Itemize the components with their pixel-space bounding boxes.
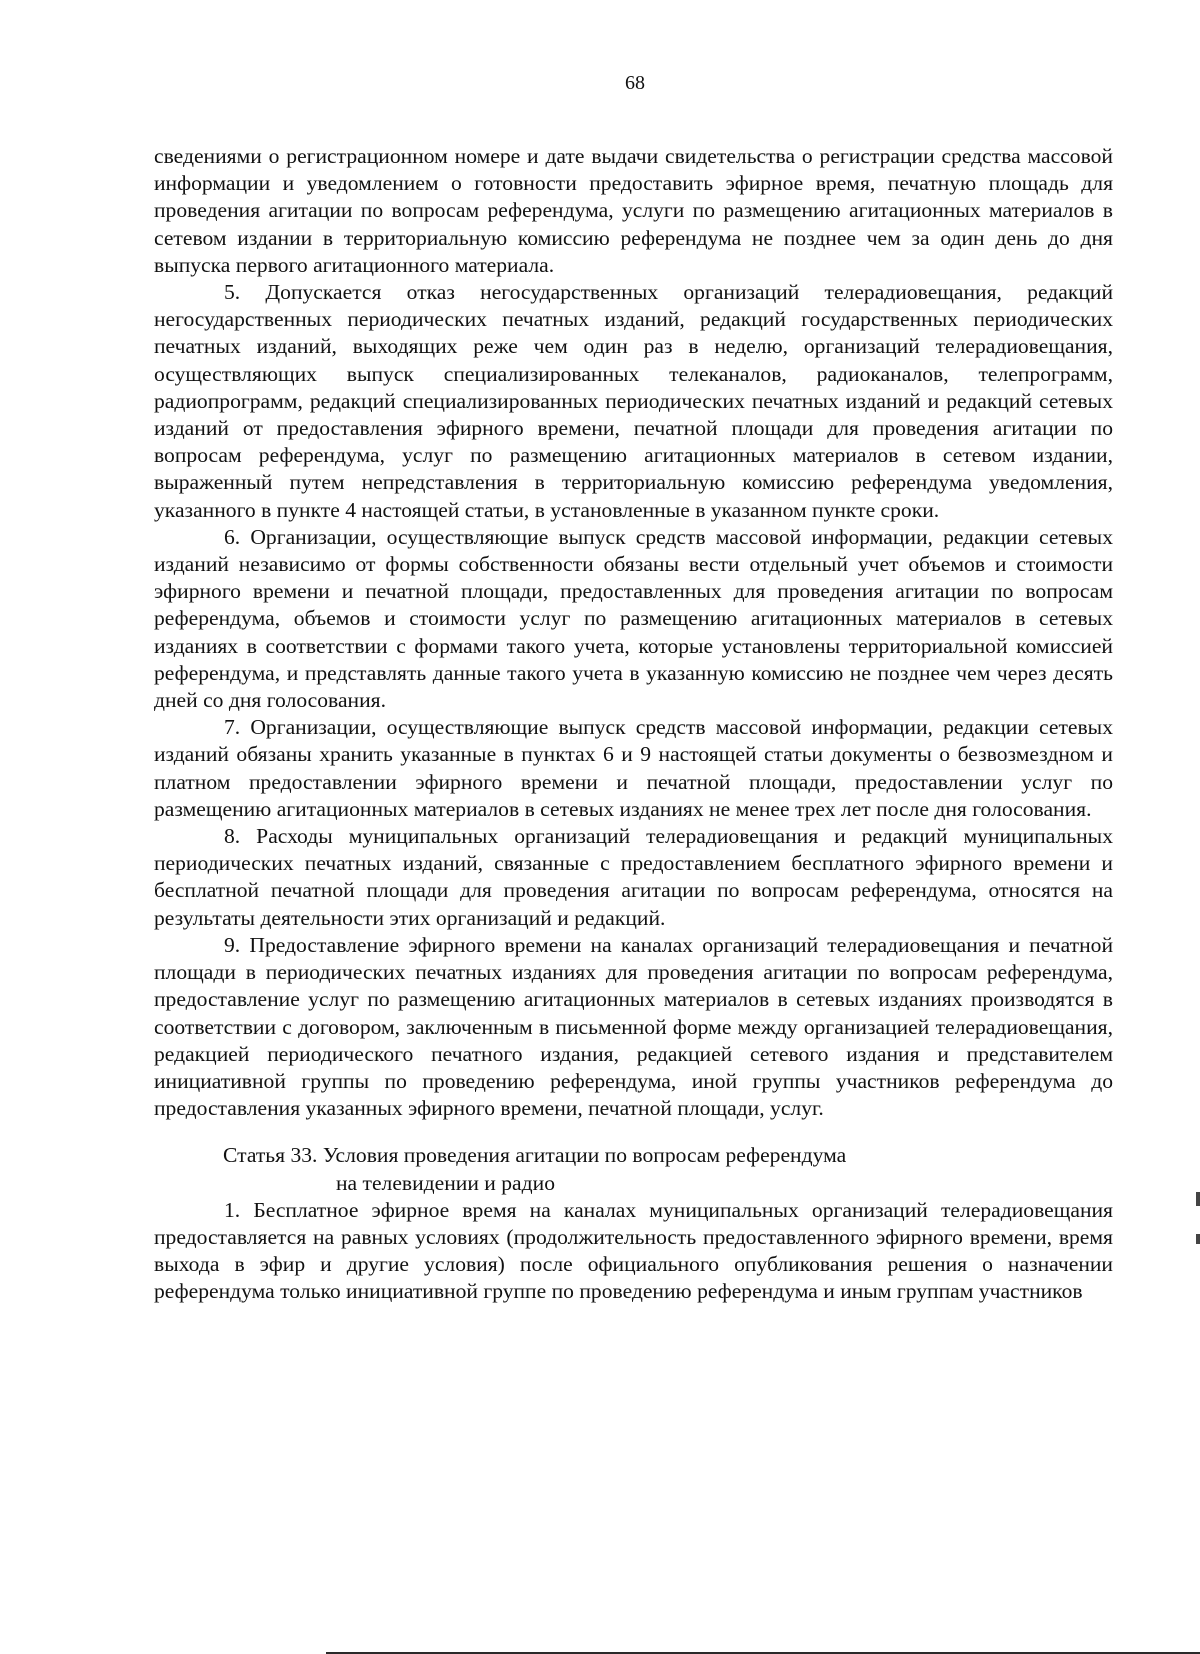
document-body bbox=[154, 143, 1113, 1306]
article-heading-line1: Статья 33. Условия проведения агитации по вопросам референдума bbox=[223, 1143, 847, 1168]
article-heading bbox=[154, 1142, 1113, 1196]
article-heading-line2: на телевидении и радио bbox=[336, 1170, 555, 1195]
article-33-paragraph-1: 1. Бесплатное эфирное время на каналах муниципальных организаций телерадиовещания предоставляется на равных условиях (продолжительность предоставленного эфирного времени, время выхода в эфир и другие условия) после официального опубликования решения о назначении референдума только инициативной группе по проведению референдума и иным группам участников bbox=[154, 1197, 1113, 1304]
paragraph-8: 8. Расходы муниципальных организаций телерадиовещания и редакций муниципальных периодических печатных изданий, связанные с предоставлением бесплатного эфирного времени и бесплатной печатной площади для проведения агитации по вопросам референдума, относятся на результаты деятельности этих организаций и редакций. bbox=[154, 824, 1113, 930]
paragraph-7: 7. Организации, осуществляющие выпуск средств массовой информации, редакции сетевых изданий обязаны хранить указанные в пунктах 6 и 9 настоящей статьи документы о безвозмездном и платном предоставлении эфирного времени и печатной площади, предоставлении услуг по размещению агитационных материалов в сетевых изданиях не менее трех лет после дня голосования. bbox=[154, 715, 1113, 821]
scan-margin-mark bbox=[1196, 1192, 1200, 1206]
paragraph-continuation: сведениями о регистрационном номере и дате выдачи свидетельства о регистрации средства массовой информации и уведомлением о готовности предоставить эфирное время, печатную площадь для проведения агитации по вопросам референдума, услуги по размещению агитационных материалов в сетевом издании в территориальную комиссию референдума не позднее чем за один день до дня выпуска первого агитационного материала. bbox=[154, 144, 1113, 277]
paragraph-5: 5. Допускается отказ негосударственных организаций телерадиовещания, редакций негосударственных периодических печатных изданий, редакций государственных периодических печатных изданий, выходящих реже чем один раз в неделю, организаций телерадиовещания, осуществляющих выпуск специализированных телеканалов, радиоканалов, телепрограмм, радиопрограмм, редакций специализированных периодических печатных изданий и редакций сетевых изданий от предоставления эфирного времени, печатной площади для проведения агитации по вопросам референдума, услуг по размещению агитационных материалов в сетевом издании, выраженный путем непредставления в территориальную комиссию референдума уведомления, указанного в пункте 4 настоящей статьи, в установленные в указанном пункте сроки. bbox=[154, 280, 1113, 522]
page-number: 68 bbox=[625, 72, 645, 94]
paragraph-6: 6. Организации, осуществляющие выпуск средств массовой информации, редакции сетевых изданий независимо от формы собственности обязаны вести отдельный учет объемов и стоимости эфирного времени и печатной площади, предоставленных для проведения агитации по вопросам референдума, объемов и стоимости услуг по размещению агитационных материалов в сетевых изданиях в соответствии с формами такого учета, которые установлены территориальной комиссией референдума, и представлять данные такого учета в указанную комиссию не позднее чем через десять дней со дня голосования. bbox=[154, 524, 1113, 713]
paragraph-9: 9. Предоставление эфирного времени на каналах организаций телерадиовещания и печатной площади в периодических печатных изданиях для проведения агитации по вопросам референдума, предоставление услуг по размещению агитационных материалов в сетевых изданиях производятся в соответствии с договором, заключенным в письменной форме между организацией телерадиовещания, редакцией периодического печатного издания, редакцией сетевого издания и представителем инициативной группы по проведению референдума, иной группы участников референдума до предоставления указанных эфирного времени, печатной площади, услуг. bbox=[154, 932, 1113, 1121]
scan-margin-mark bbox=[1196, 1234, 1200, 1244]
